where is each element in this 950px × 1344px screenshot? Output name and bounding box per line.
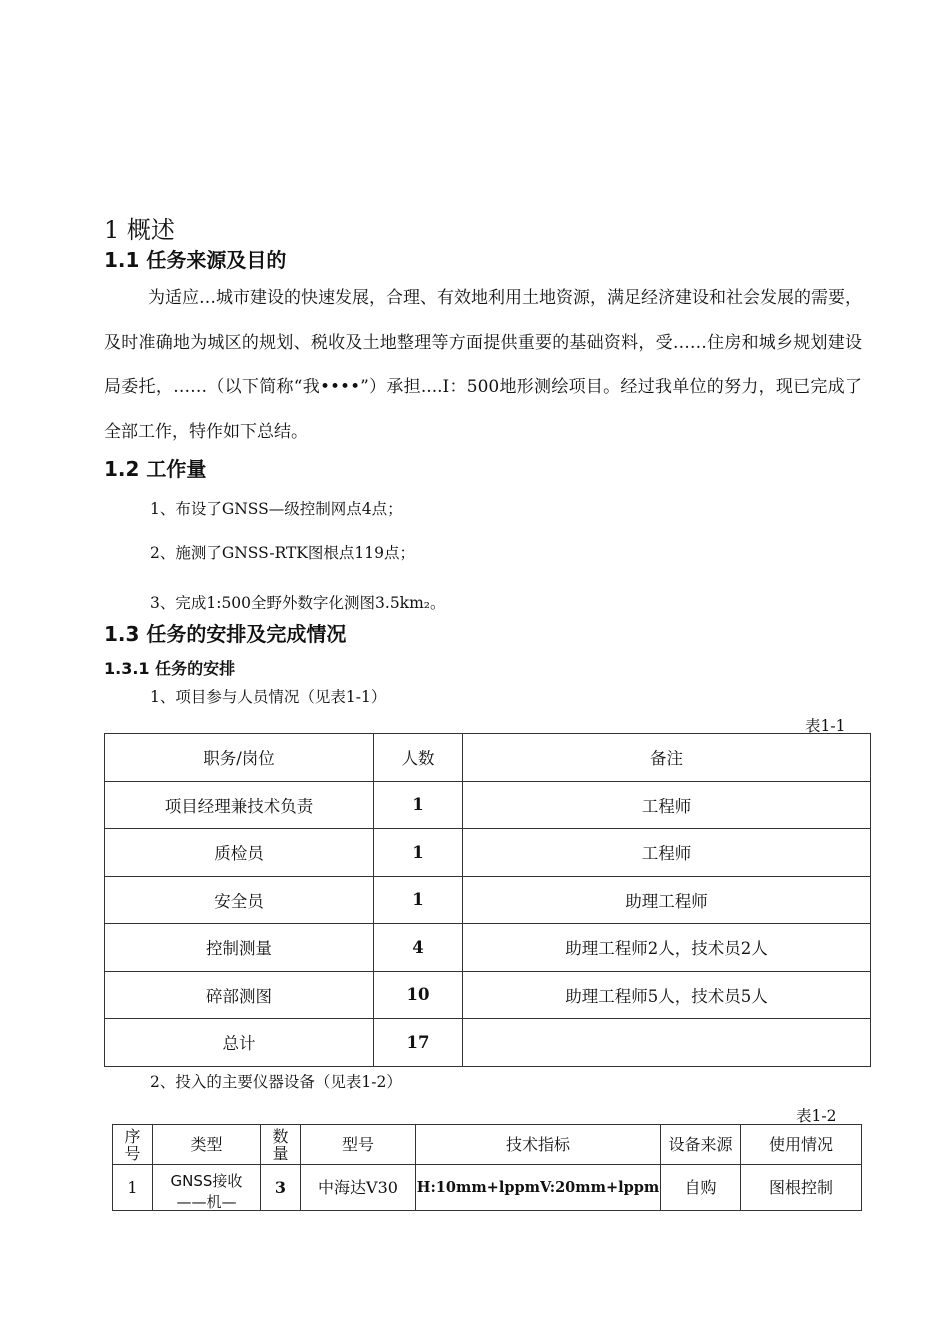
table-cell: 1 <box>374 781 463 829</box>
table-header-row <box>113 1125 862 1165</box>
task-source-paragraph: 为适应…城市建设的快速发展，合理、有效地利用土地资源，满足经济建设和社会发展的需要，及时准确地为城区的规划、税收及土地整理等方面提供重要的基础资料，受……住房和城乡规划建设局委托，……（以下简称“我••••”）承担....I：500地形测绘项目。经过我单位的努力，现已完成了全部工作，特作如下总结。 <box>104 288 862 442</box>
workload-item: 3、完成1:500全野外数字化测图3.5km₂。 <box>150 594 446 612</box>
section-title-task-source: 1.1 任务来源及目的 <box>104 248 287 272</box>
table1-caption: 表1-1 <box>805 717 846 735</box>
table-row <box>105 1019 871 1067</box>
equipment-table-intro: 2、投入的主要仪器设备（见表1-2） <box>150 1073 402 1091</box>
section-title-arrangement: 1.3 任务的安排及完成情况 <box>104 622 347 646</box>
staff-table <box>104 733 871 1067</box>
table2-caption: 表1-2 <box>796 1107 837 1125</box>
header-cell: 设备来源 <box>661 1125 741 1165</box>
table-cell: 10 <box>374 971 463 1019</box>
section-title-workload: 1.2 工作量 <box>104 457 207 481</box>
staff-table-intro: 1、项目参与人员情况（见表1-1） <box>150 688 387 706</box>
table-cell: 总计 <box>105 1019 374 1067</box>
header-cell: 型号 <box>301 1125 416 1165</box>
table-row <box>105 876 871 924</box>
table-cell: 助理工程师5人，技术员5人 <box>463 971 871 1019</box>
table-row <box>105 924 871 972</box>
table-cell: 助理工程师2人，技术员2人 <box>463 924 871 972</box>
table-cell: 控制测量 <box>105 924 374 972</box>
table-cell: 17 <box>374 1019 463 1067</box>
table-cell: GNSS接收——机— <box>153 1165 261 1211</box>
table-cell: 图根控制 <box>741 1165 862 1211</box>
table-cell: 工程师 <box>463 829 871 877</box>
table-cell: 4 <box>374 924 463 972</box>
header-cell: 备注 <box>463 734 871 782</box>
table-header-row <box>105 734 871 782</box>
table-cell: 1 <box>113 1165 153 1211</box>
table-row <box>105 781 871 829</box>
header-cell: 技术指标 <box>416 1125 661 1165</box>
header-cell: 人数 <box>374 734 463 782</box>
chapter-title: 1 概述 <box>104 216 175 244</box>
table-cell: 1 <box>374 876 463 924</box>
table-row <box>105 829 871 877</box>
table-cell: 中海达V30 <box>301 1165 416 1211</box>
header-cell: 职务/岗位 <box>105 734 374 782</box>
table-cell: 安全员 <box>105 876 374 924</box>
table-cell: 质检员 <box>105 829 374 877</box>
table-cell: 碎部测图 <box>105 971 374 1019</box>
header-cell: 使用情况 <box>741 1125 862 1165</box>
table-cell: 自购 <box>661 1165 741 1211</box>
table-cell: 1 <box>374 829 463 877</box>
table-cell <box>463 1019 871 1067</box>
equipment-table <box>112 1124 862 1211</box>
table-cell: H:10mm+lppmV:20mm+lppm <box>416 1165 661 1211</box>
workload-item: 2、施测了GNSS-RTK图根点119点； <box>150 544 415 562</box>
table-cell: 3 <box>261 1165 301 1211</box>
table-cell: 工程师 <box>463 781 871 829</box>
table-row <box>105 971 871 1019</box>
header-cell: 类型 <box>153 1125 261 1165</box>
table-cell: 项目经理兼技术负责 <box>105 781 374 829</box>
table-row <box>113 1165 862 1211</box>
header-cell: 数量 <box>261 1125 301 1165</box>
header-cell: 序号 <box>113 1125 153 1165</box>
workload-item: 1、布设了GNSS—级控制网点4点； <box>150 500 403 518</box>
table-cell: 助理工程师 <box>463 876 871 924</box>
subsection-title-arrangement: 1.3.1 任务的安排 <box>104 659 236 678</box>
